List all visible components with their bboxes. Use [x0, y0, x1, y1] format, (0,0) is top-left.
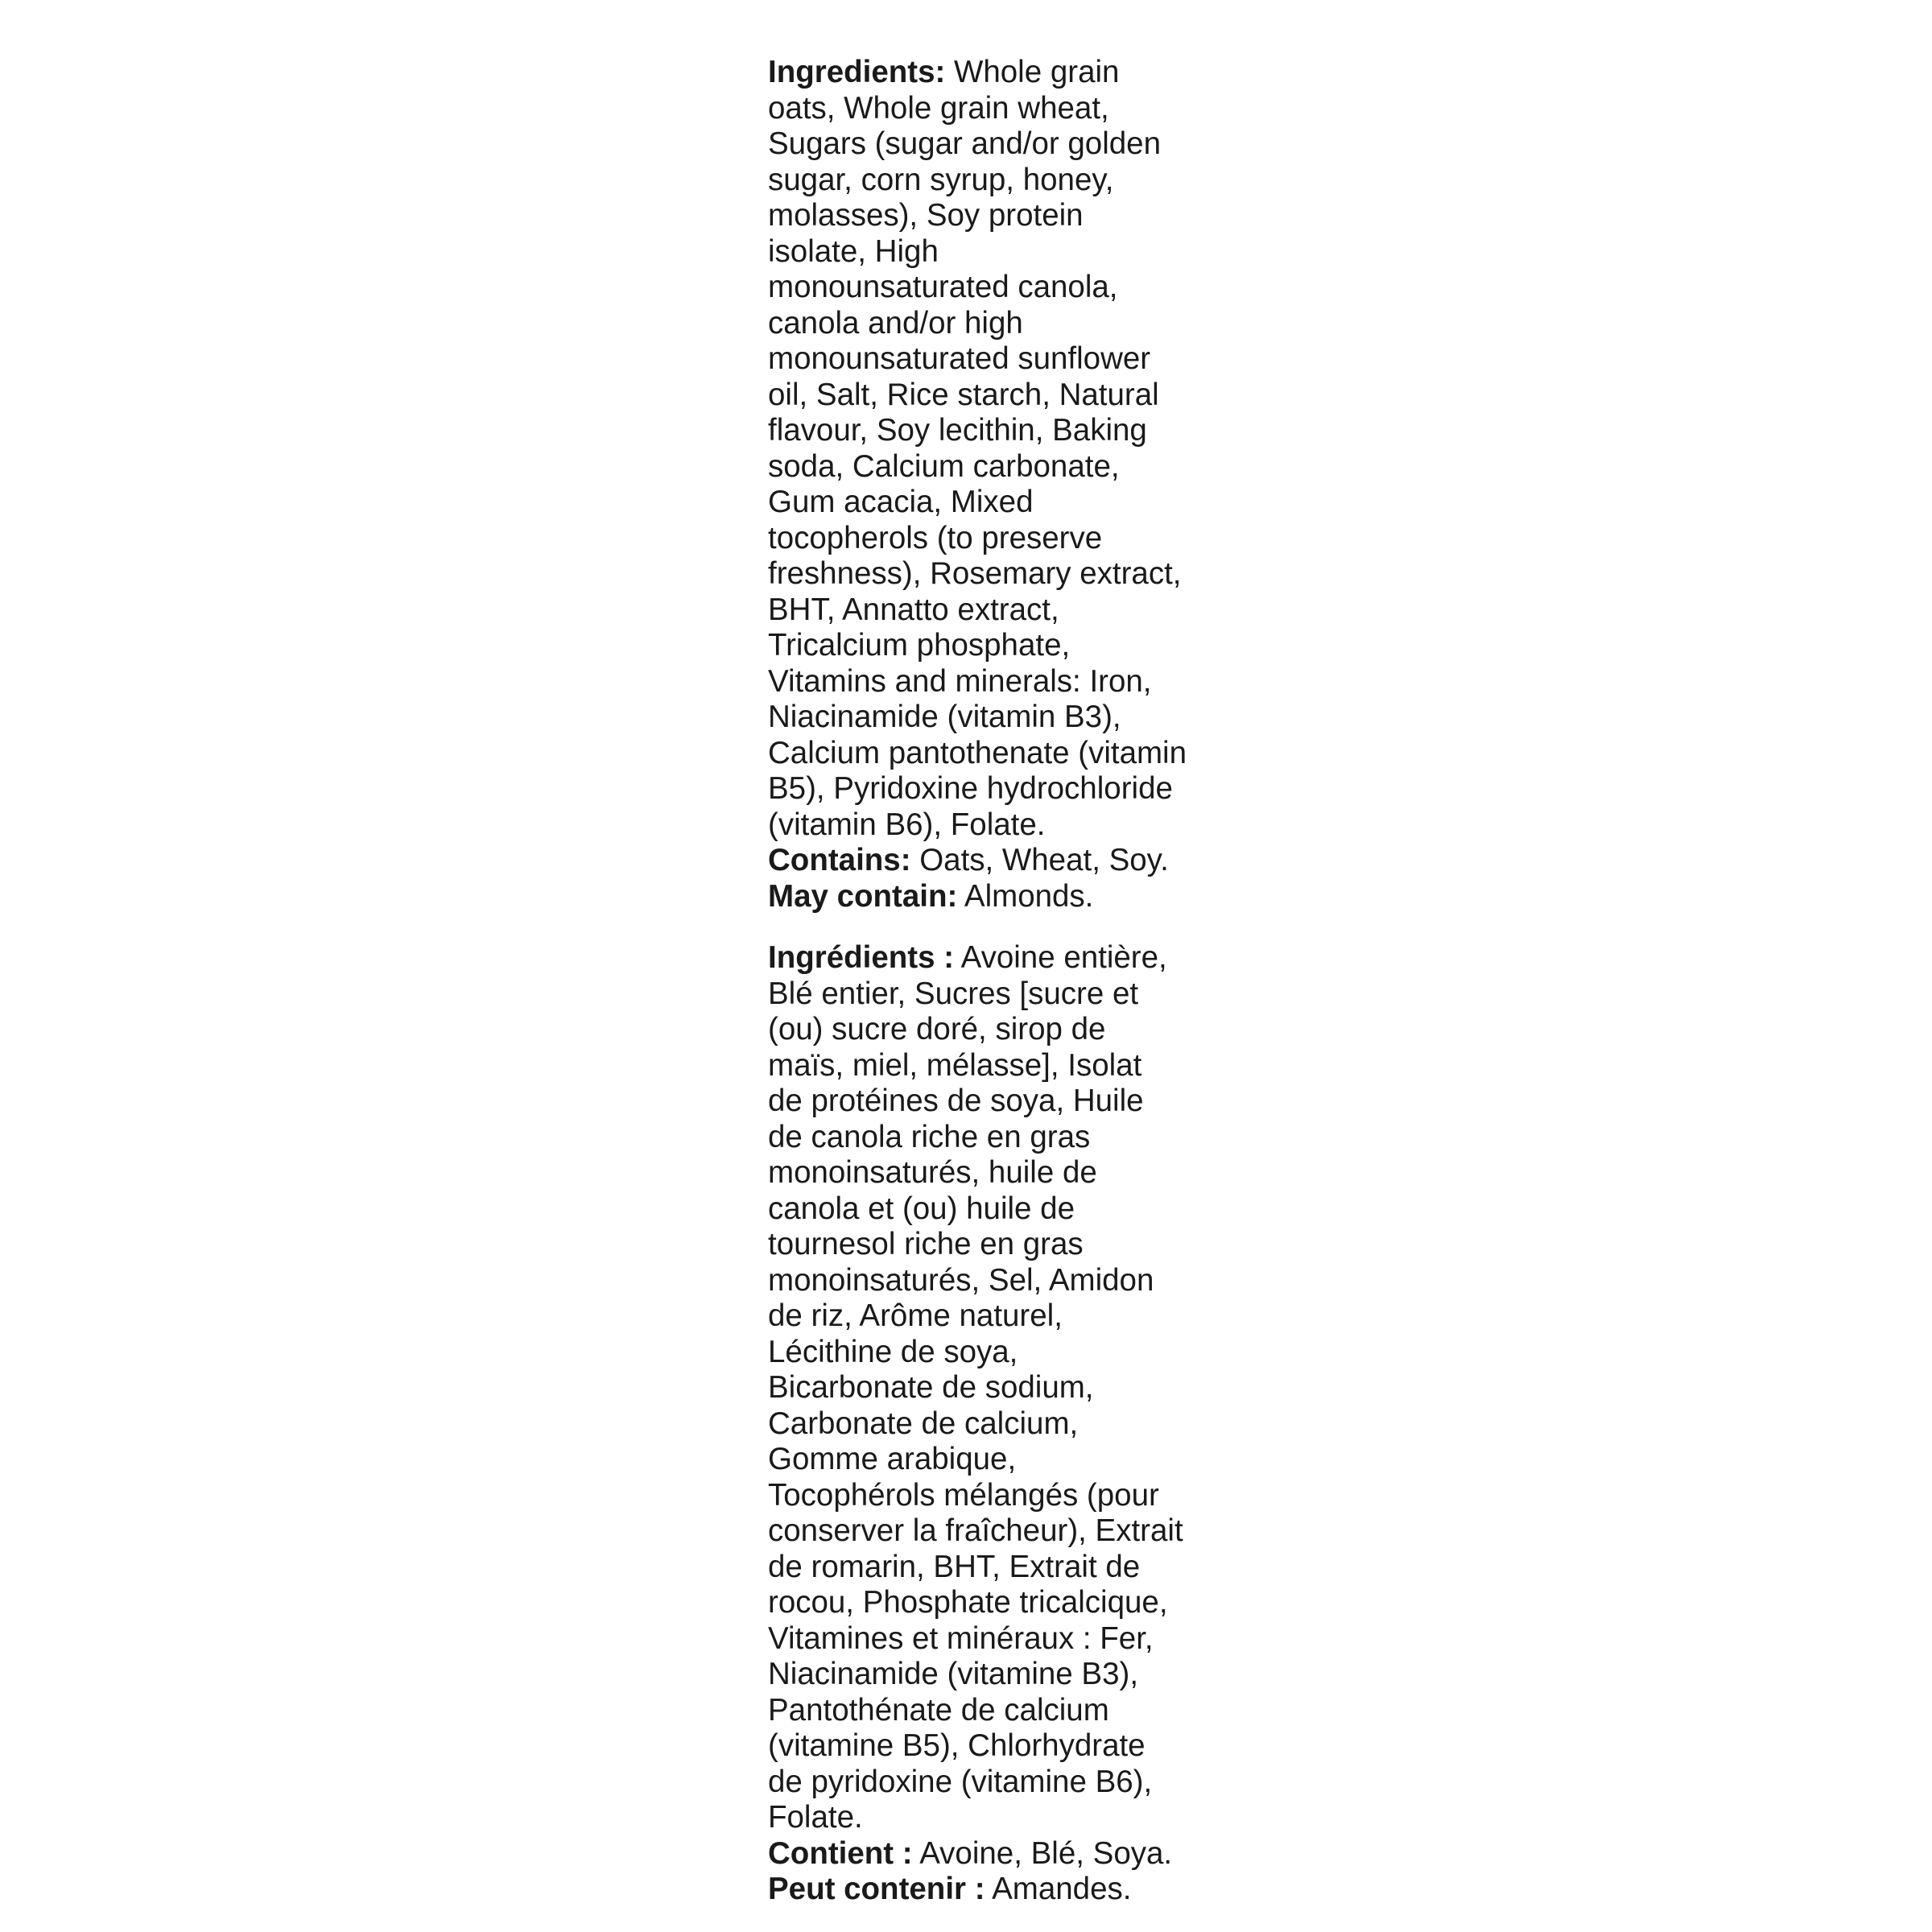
ingredients-line: conserver la fraîcheur), Extrait	[768, 1513, 1183, 1548]
ingredients-text: Whole grain	[945, 55, 1120, 89]
ingredients-line: flavour, Soy lecithin, Baking	[768, 413, 1147, 448]
ingredients-line: canola et (ou) huile de	[768, 1191, 1075, 1226]
section-divider-space	[768, 914, 1251, 940]
ingredients-line: molasses), Soy protein	[768, 198, 1084, 233]
ingredients-line: Tocophérols mélangés (pour	[768, 1477, 1159, 1513]
french-ingredients-block	[768, 940, 1251, 1908]
english-ingredients-block	[768, 55, 1251, 914]
ingredients-heading: Ingrédients :	[768, 940, 955, 975]
may-contain-line	[768, 1872, 1251, 1908]
may-contain-text: Almonds.	[957, 878, 1094, 914]
ingredients-line: Blé entier, Sucres [sucre et	[768, 976, 1139, 1011]
ingredients-line: tournesol riche en gras	[768, 1227, 1084, 1261]
ingredients-line: Gum acacia, Mixed	[768, 485, 1034, 519]
may-contain-text: Amandes.	[985, 1872, 1132, 1906]
ingredients-text: Avoine entière,	[954, 940, 1167, 975]
contains-line	[768, 1836, 1251, 1872]
contains-text: Oats, Wheat, Soy.	[910, 843, 1169, 877]
ingredients-line: Calcium pantothenate (vitamin	[768, 735, 1187, 770]
ingredients-line: (vitamine B5), Chlorhydrate	[768, 1728, 1146, 1763]
ingredients-line: monounsaturated canola,	[768, 270, 1118, 304]
ingredients-line: Bicarbonate de sodium,	[768, 1370, 1094, 1405]
ingredients-label	[768, 55, 1251, 1908]
may-contain-heading: Peut contenir :	[768, 1872, 985, 1906]
contains-line	[768, 843, 1251, 879]
ingredients-line: Lécithine de soya,	[768, 1334, 1018, 1369]
ingredients-line: de pyridoxine (vitamine B6),	[768, 1764, 1153, 1799]
ingredients-line: soda, Calcium carbonate,	[768, 448, 1120, 484]
ingredients-line: B5), Pyridoxine hydrochloride	[768, 771, 1173, 806]
ingredients-line: BHT, Annatto extract,	[768, 592, 1059, 627]
ingredients-line: monoinsaturés, Sel, Amidon	[768, 1262, 1154, 1298]
ingredients-line: isolate, High	[768, 233, 939, 269]
ingredients-heading: Ingredients:	[768, 55, 946, 89]
contains-heading: Contains:	[768, 843, 911, 877]
ingredients-line: (ou) sucre doré, sirop de	[768, 1012, 1106, 1046]
ingredients-line: monounsaturated sunflower	[768, 341, 1151, 376]
ingredients-line: de canola riche en gras	[768, 1119, 1091, 1154]
ingredients-line: oats, Whole grain wheat,	[768, 90, 1109, 126]
ingredients-line: Gomme arabique,	[768, 1442, 1017, 1476]
ingredients-line: tocopherols (to preserve	[768, 520, 1103, 555]
ingredients-line: sugar, corn syrup, honey,	[768, 162, 1114, 197]
contains-heading: Contient :	[768, 1835, 913, 1871]
ingredients-line: canola and/or high	[768, 305, 1023, 341]
ingredients-line: de protéines de soya, Huile	[768, 1084, 1144, 1118]
ingredients-line: rocou, Phosphate tricalcique,	[768, 1585, 1168, 1620]
may-contain-line	[768, 879, 1251, 915]
ingredients-line	[768, 55, 1251, 91]
ingredients-line: Vitamins and minerals: Iron,	[768, 663, 1152, 699]
ingredients-line: Folate.	[768, 1800, 863, 1835]
ingredients-line: Vitamines et minéraux : Fer,	[768, 1620, 1154, 1656]
contains-text: Avoine, Blé, Soya.	[912, 1835, 1173, 1871]
ingredients-line: (vitamin B6), Folate.	[768, 807, 1046, 842]
ingredients-line	[768, 940, 1251, 976]
ingredients-line: monoinsaturés, huile de	[768, 1155, 1097, 1190]
ingredients-line: de romarin, BHT, Extrait de	[768, 1549, 1141, 1584]
ingredients-line: oil, Salt, Rice starch, Natural	[768, 377, 1159, 412]
ingredients-line: Niacinamide (vitamine B3),	[768, 1657, 1139, 1691]
ingredients-line: de riz, Arôme naturel,	[768, 1298, 1063, 1333]
ingredients-line: Niacinamide (vitamin B3),	[768, 700, 1121, 734]
may-contain-heading: May contain:	[768, 878, 958, 914]
ingredients-line: Carbonate de calcium,	[768, 1406, 1079, 1441]
ingredients-line: maïs, miel, mélasse], Isolat	[768, 1047, 1142, 1083]
ingredients-line: Sugars (sugar and/or golden	[768, 126, 1161, 161]
ingredients-line: freshness), Rosemary extract,	[768, 556, 1182, 591]
ingredients-line: Tricalcium phosphate,	[768, 628, 1071, 663]
ingredients-line: Pantothénate de calcium	[768, 1692, 1109, 1728]
